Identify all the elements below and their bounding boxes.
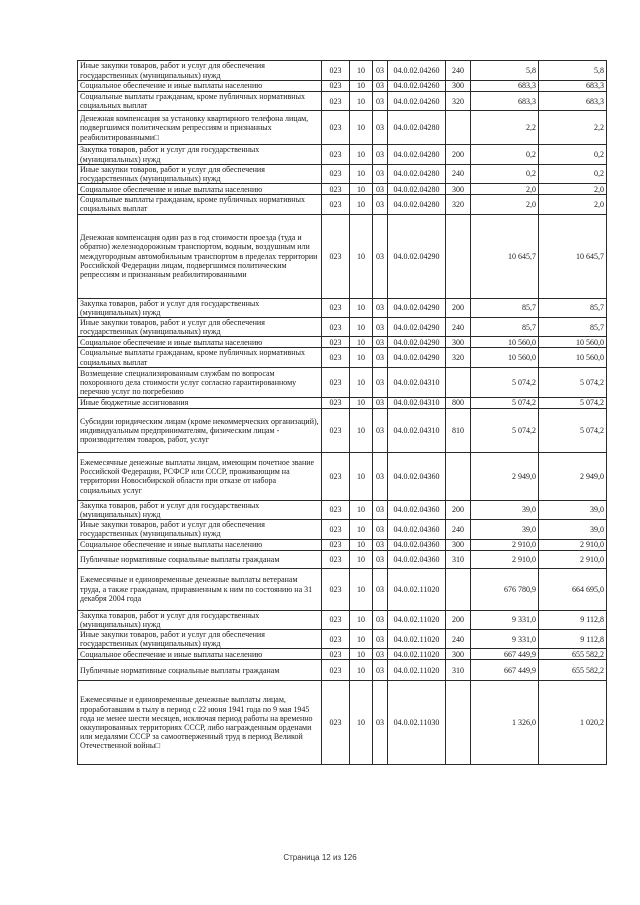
- cell-amount-1: 10 645,7: [471, 214, 539, 298]
- cell-expense-type: 320: [446, 92, 471, 111]
- cell-target-article: 04.0.02.11020: [388, 649, 446, 660]
- row-name: Иные закупки товаров, работ и услуг для обеспечения государственных (муниципальных) нужд: [78, 318, 322, 337]
- row-name: Закупка товаров, работ и услуг для государственных (муниципальных) нужд: [78, 298, 322, 317]
- cell-expense-type: 200: [446, 145, 471, 164]
- cell-ved: 023: [322, 111, 350, 145]
- cell-expense-type: [446, 681, 471, 765]
- cell-ved: 023: [322, 367, 350, 397]
- cell-target-article: 04.0.02.04260: [388, 81, 446, 92]
- cell-amount-2: 683,3: [539, 81, 607, 92]
- cell-target-article: 04.0.02.04280: [388, 145, 446, 164]
- row-name: Ежемесячные и единовременные денежные выплаты ветеранам труда, а также гражданам, приравненным к ним по состоянию на 31 декабря 2004 года: [78, 568, 322, 610]
- cell-section: 10: [350, 318, 373, 337]
- cell-target-article: 04.0.02.11020: [388, 610, 446, 629]
- cell-amount-2: 5 074,2: [539, 397, 607, 408]
- cell-amount-2: 0,2: [539, 145, 607, 164]
- cell-ved: 023: [322, 318, 350, 337]
- table-row: [78, 452, 607, 500]
- cell-amount-2: 664 695,0: [539, 568, 607, 610]
- cell-amount-1: 1 326,0: [471, 681, 539, 765]
- cell-amount-2: 85,7: [539, 298, 607, 317]
- cell-section: 10: [350, 550, 373, 568]
- cell-amount-1: 2,2: [471, 111, 539, 145]
- row-name: Иные закупки товаров, работ и услуг для обеспечения государственных (муниципальных) нужд: [78, 61, 322, 81]
- row-name: Денежная компенсация один раз в год стоимости проезда (туда и обратно) железнодорожным транспортом, водным, воздушным или междугородным автомобильным транспортом в пределах территории Российской Федерации лицам, подвергшимся политическим репрессиям и признанным реабилитированными: [78, 214, 322, 298]
- cell-ved: 023: [322, 61, 350, 81]
- row-name: Социальное обеспечение и иные выплаты населению: [78, 337, 322, 348]
- row-name: Социальное обеспечение и иные выплаты населению: [78, 539, 322, 550]
- cell-amount-2: 655 582,2: [539, 649, 607, 660]
- cell-target-article: 04.0.02.04260: [388, 92, 446, 111]
- cell-expense-type: 300: [446, 81, 471, 92]
- table-row: [78, 318, 607, 337]
- cell-expense-type: 300: [446, 337, 471, 348]
- cell-amount-2: 10 560,0: [539, 348, 607, 367]
- cell-amount-1: 667 449,9: [471, 660, 539, 681]
- cell-section: 10: [350, 195, 373, 214]
- cell-amount-2: 5 074,2: [539, 367, 607, 397]
- cell-section: 10: [350, 81, 373, 92]
- table-row: [78, 649, 607, 660]
- cell-section: 10: [350, 452, 373, 500]
- cell-subsection: 03: [373, 337, 388, 348]
- cell-amount-1: 9 331,0: [471, 610, 539, 629]
- cell-section: 10: [350, 630, 373, 649]
- cell-subsection: 03: [373, 184, 388, 195]
- cell-subsection: 03: [373, 649, 388, 660]
- cell-ved: 023: [322, 630, 350, 649]
- cell-subsection: 03: [373, 681, 388, 765]
- cell-ved: 023: [322, 337, 350, 348]
- cell-expense-type: 200: [446, 610, 471, 629]
- row-name: Денежная компенсация за установку квартирного телефона лицам, подвергшимся политическим репрессиям и признанных реабилитированными□: [78, 111, 322, 145]
- cell-subsection: 03: [373, 92, 388, 111]
- cell-amount-2: 10 560,0: [539, 337, 607, 348]
- cell-subsection: 03: [373, 539, 388, 550]
- cell-expense-type: 300: [446, 649, 471, 660]
- cell-amount-2: 10 645,7: [539, 214, 607, 298]
- cell-section: 10: [350, 610, 373, 629]
- cell-amount-1: 9 331,0: [471, 630, 539, 649]
- cell-section: 10: [350, 214, 373, 298]
- cell-section: 10: [350, 397, 373, 408]
- cell-amount-2: 39,0: [539, 520, 607, 539]
- cell-ved: 023: [322, 539, 350, 550]
- cell-amount-1: 5 074,2: [471, 397, 539, 408]
- cell-ved: 023: [322, 397, 350, 408]
- cell-amount-2: 2 910,0: [539, 539, 607, 550]
- cell-expense-type: 200: [446, 298, 471, 317]
- row-name: Иные закупки товаров, работ и услуг для обеспечения государственных (муниципальных) нужд: [78, 164, 322, 183]
- cell-subsection: 03: [373, 367, 388, 397]
- row-name: Субсидии юридическим лицам (кроме некоммерческих организаций), индивидуальным предпринимателям, физическим лицам - производителям товаров, работ, услуг: [78, 408, 322, 452]
- cell-target-article: 04.0.02.04310: [388, 367, 446, 397]
- cell-amount-1: 676 780,9: [471, 568, 539, 610]
- cell-amount-2: 683,3: [539, 92, 607, 111]
- cell-amount-1: 2 910,0: [471, 539, 539, 550]
- table-row: [78, 92, 607, 111]
- cell-amount-1: 683,3: [471, 81, 539, 92]
- cell-amount-2: 2,2: [539, 111, 607, 145]
- cell-target-article: 04.0.02.04360: [388, 550, 446, 568]
- cell-target-article: 04.0.02.04360: [388, 520, 446, 539]
- cell-target-article: 04.0.02.04310: [388, 397, 446, 408]
- table-row: [78, 367, 607, 397]
- table-row: [78, 610, 607, 629]
- cell-subsection: 03: [373, 298, 388, 317]
- cell-section: 10: [350, 298, 373, 317]
- cell-ved: 023: [322, 81, 350, 92]
- table-row: [78, 660, 607, 681]
- cell-section: 10: [350, 520, 373, 539]
- document-page: [77, 60, 606, 765]
- cell-subsection: 03: [373, 164, 388, 183]
- cell-target-article: 04.0.02.04360: [388, 452, 446, 500]
- cell-ved: 023: [322, 145, 350, 164]
- cell-subsection: 03: [373, 408, 388, 452]
- cell-ved: 023: [322, 681, 350, 765]
- cell-section: 10: [350, 681, 373, 765]
- cell-target-article: 04.0.02.11020: [388, 568, 446, 610]
- cell-amount-1: 683,3: [471, 92, 539, 111]
- table-row: [78, 214, 607, 298]
- row-name: Социальные выплаты гражданам, кроме публичных нормативных социальных выплат: [78, 348, 322, 367]
- cell-subsection: 03: [373, 111, 388, 145]
- table-row: [78, 520, 607, 539]
- cell-amount-1: 10 560,0: [471, 337, 539, 348]
- cell-target-article: 04.0.02.04290: [388, 214, 446, 298]
- cell-amount-2: 2 910,0: [539, 550, 607, 568]
- cell-amount-2: 1 020,2: [539, 681, 607, 765]
- cell-subsection: 03: [373, 630, 388, 649]
- table-row: [78, 61, 607, 81]
- cell-amount-2: 5 074,2: [539, 408, 607, 452]
- cell-amount-2: 0,2: [539, 164, 607, 183]
- cell-amount-1: 2,0: [471, 195, 539, 214]
- cell-amount-2: 85,7: [539, 318, 607, 337]
- cell-ved: 023: [322, 500, 350, 519]
- cell-target-article: 04.0.02.11020: [388, 660, 446, 681]
- cell-expense-type: [446, 452, 471, 500]
- row-name: Закупка товаров, работ и услуг для государственных (муниципальных) нужд: [78, 145, 322, 164]
- cell-amount-1: 5,8: [471, 61, 539, 81]
- cell-expense-type: 240: [446, 164, 471, 183]
- row-name: Закупка товаров, работ и услуг для государственных (муниципальных) нужд: [78, 610, 322, 629]
- cell-subsection: 03: [373, 61, 388, 81]
- row-name: Иные закупки товаров, работ и услуг для обеспечения государственных (муниципальных) нужд: [78, 520, 322, 539]
- page-number: Страница 12 из 126: [283, 853, 357, 862]
- row-name: Социальное обеспечение и иные выплаты населению: [78, 81, 322, 92]
- cell-amount-1: 5 074,2: [471, 367, 539, 397]
- table-row: [78, 184, 607, 195]
- cell-target-article: 04.0.02.04280: [388, 195, 446, 214]
- cell-expense-type: 240: [446, 318, 471, 337]
- cell-target-article: 04.0.02.04260: [388, 61, 446, 81]
- cell-expense-type: 240: [446, 520, 471, 539]
- cell-subsection: 03: [373, 397, 388, 408]
- row-name: Иные закупки товаров, работ и услуг для обеспечения государственных (муниципальных) нужд: [78, 630, 322, 649]
- cell-target-article: 04.0.02.04280: [388, 111, 446, 145]
- table-row: [78, 145, 607, 164]
- cell-expense-type: 810: [446, 408, 471, 452]
- cell-expense-type: 320: [446, 348, 471, 367]
- cell-amount-1: 5 074,2: [471, 408, 539, 452]
- row-name: Возмещение специализированным службам по вопросам похоронного дела стоимости услуг согласно гарантированному перечню услуг по погребению: [78, 367, 322, 397]
- table-row: [78, 111, 607, 145]
- cell-amount-1: 667 449,9: [471, 649, 539, 660]
- cell-section: 10: [350, 348, 373, 367]
- cell-ved: 023: [322, 214, 350, 298]
- row-name: Социальное обеспечение и иные выплаты населению: [78, 184, 322, 195]
- cell-subsection: 03: [373, 145, 388, 164]
- table-row: [78, 630, 607, 649]
- cell-expense-type: 240: [446, 630, 471, 649]
- budget-table: [77, 60, 607, 765]
- row-name: Ежемесячные и единовременные денежные выплаты лицам, проработавшим в тылу в период с 22 июня 1941 года по 9 мая 1945 года не менее шести месяцев, исключая период работы на временно оккупированных территориях СССР, либо награжденным орденами или медалями СССР за самоотверженный труд в период Великой Отечественной войны□: [78, 681, 322, 765]
- cell-ved: 023: [322, 298, 350, 317]
- cell-section: 10: [350, 367, 373, 397]
- cell-expense-type: [446, 568, 471, 610]
- table-row: [78, 81, 607, 92]
- cell-section: 10: [350, 111, 373, 145]
- cell-ved: 023: [322, 610, 350, 629]
- cell-amount-2: 5,8: [539, 61, 607, 81]
- cell-section: 10: [350, 539, 373, 550]
- cell-subsection: 03: [373, 568, 388, 610]
- cell-ved: 023: [322, 649, 350, 660]
- cell-subsection: 03: [373, 610, 388, 629]
- cell-ved: 023: [322, 164, 350, 183]
- cell-ved: 023: [322, 195, 350, 214]
- cell-target-article: 04.0.02.04290: [388, 337, 446, 348]
- cell-amount-2: 9 112,8: [539, 630, 607, 649]
- cell-subsection: 03: [373, 348, 388, 367]
- cell-expense-type: 240: [446, 61, 471, 81]
- table-row: [78, 500, 607, 519]
- cell-section: 10: [350, 92, 373, 111]
- cell-section: 10: [350, 408, 373, 452]
- cell-section: 10: [350, 500, 373, 519]
- cell-subsection: 03: [373, 500, 388, 519]
- table-row: [78, 348, 607, 367]
- cell-section: 10: [350, 61, 373, 81]
- table-row: [78, 164, 607, 183]
- cell-amount-2: 39,0: [539, 500, 607, 519]
- cell-ved: 023: [322, 452, 350, 500]
- cell-ved: 023: [322, 550, 350, 568]
- cell-expense-type: 200: [446, 500, 471, 519]
- cell-target-article: 04.0.02.04280: [388, 184, 446, 195]
- row-name: Социальные выплаты гражданам, кроме публичных нормативных социальных выплат: [78, 92, 322, 111]
- cell-target-article: 04.0.02.04310: [388, 408, 446, 452]
- cell-amount-2: 655 582,2: [539, 660, 607, 681]
- cell-target-article: 04.0.02.04290: [388, 298, 446, 317]
- row-name: Иные бюджетные ассигнования: [78, 397, 322, 408]
- cell-amount-1: 39,0: [471, 500, 539, 519]
- cell-ved: 023: [322, 660, 350, 681]
- row-name: Публичные нормативные социальные выплаты гражданам: [78, 550, 322, 568]
- cell-amount-1: 85,7: [471, 318, 539, 337]
- cell-expense-type: [446, 367, 471, 397]
- cell-expense-type: 300: [446, 184, 471, 195]
- cell-amount-2: 9 112,8: [539, 610, 607, 629]
- cell-ved: 023: [322, 520, 350, 539]
- cell-expense-type: [446, 111, 471, 145]
- cell-amount-1: 10 560,0: [471, 348, 539, 367]
- table-row: [78, 298, 607, 317]
- cell-amount-1: 0,2: [471, 145, 539, 164]
- cell-target-article: 04.0.02.04280: [388, 164, 446, 183]
- cell-target-article: 04.0.02.11030: [388, 681, 446, 765]
- cell-section: 10: [350, 337, 373, 348]
- row-name: Закупка товаров, работ и услуг для государственных (муниципальных) нужд: [78, 500, 322, 519]
- cell-section: 10: [350, 184, 373, 195]
- table-row: [78, 550, 607, 568]
- cell-amount-2: 2,0: [539, 184, 607, 195]
- cell-subsection: 03: [373, 81, 388, 92]
- cell-amount-2: 2,0: [539, 195, 607, 214]
- row-name: Социальное обеспечение и иные выплаты населению: [78, 649, 322, 660]
- row-name: Ежемесячные денежные выплаты лицам, имеющим почетное звание Российской Федерации, РСФСР или СССР, проживающим на территории Новосибирской области при отказе от набора социальных услуг: [78, 452, 322, 500]
- table-row: [78, 681, 607, 765]
- cell-section: 10: [350, 164, 373, 183]
- cell-expense-type: 800: [446, 397, 471, 408]
- cell-subsection: 03: [373, 318, 388, 337]
- cell-subsection: 03: [373, 550, 388, 568]
- cell-ved: 023: [322, 568, 350, 610]
- cell-target-article: 04.0.02.04290: [388, 318, 446, 337]
- cell-section: 10: [350, 145, 373, 164]
- cell-target-article: 04.0.02.04360: [388, 500, 446, 519]
- cell-amount-1: 2 910,0: [471, 550, 539, 568]
- cell-subsection: 03: [373, 660, 388, 681]
- cell-amount-2: 2 949,0: [539, 452, 607, 500]
- table-row: [78, 397, 607, 408]
- table-row: [78, 408, 607, 452]
- cell-amount-1: 85,7: [471, 298, 539, 317]
- cell-expense-type: 320: [446, 195, 471, 214]
- cell-ved: 023: [322, 348, 350, 367]
- cell-amount-1: 2 949,0: [471, 452, 539, 500]
- cell-section: 10: [350, 660, 373, 681]
- cell-amount-1: 0,2: [471, 164, 539, 183]
- cell-expense-type: 310: [446, 550, 471, 568]
- table-row: [78, 539, 607, 550]
- cell-subsection: 03: [373, 452, 388, 500]
- cell-ved: 023: [322, 408, 350, 452]
- cell-expense-type: [446, 214, 471, 298]
- cell-target-article: 04.0.02.04360: [388, 539, 446, 550]
- cell-ved: 023: [322, 184, 350, 195]
- cell-target-article: 04.0.02.04290: [388, 348, 446, 367]
- table-row: [78, 195, 607, 214]
- cell-amount-1: 2,0: [471, 184, 539, 195]
- cell-target-article: 04.0.02.11020: [388, 630, 446, 649]
- cell-subsection: 03: [373, 214, 388, 298]
- table-row: [78, 568, 607, 610]
- cell-expense-type: 300: [446, 539, 471, 550]
- row-name: Социальные выплаты гражданам, кроме публичных нормативных социальных выплат: [78, 195, 322, 214]
- table-row: [78, 337, 607, 348]
- cell-section: 10: [350, 649, 373, 660]
- cell-expense-type: 310: [446, 660, 471, 681]
- cell-subsection: 03: [373, 195, 388, 214]
- cell-ved: 023: [322, 92, 350, 111]
- cell-subsection: 03: [373, 520, 388, 539]
- cell-section: 10: [350, 568, 373, 610]
- row-name: Публичные нормативные социальные выплаты гражданам: [78, 660, 322, 681]
- cell-amount-1: 39,0: [471, 520, 539, 539]
